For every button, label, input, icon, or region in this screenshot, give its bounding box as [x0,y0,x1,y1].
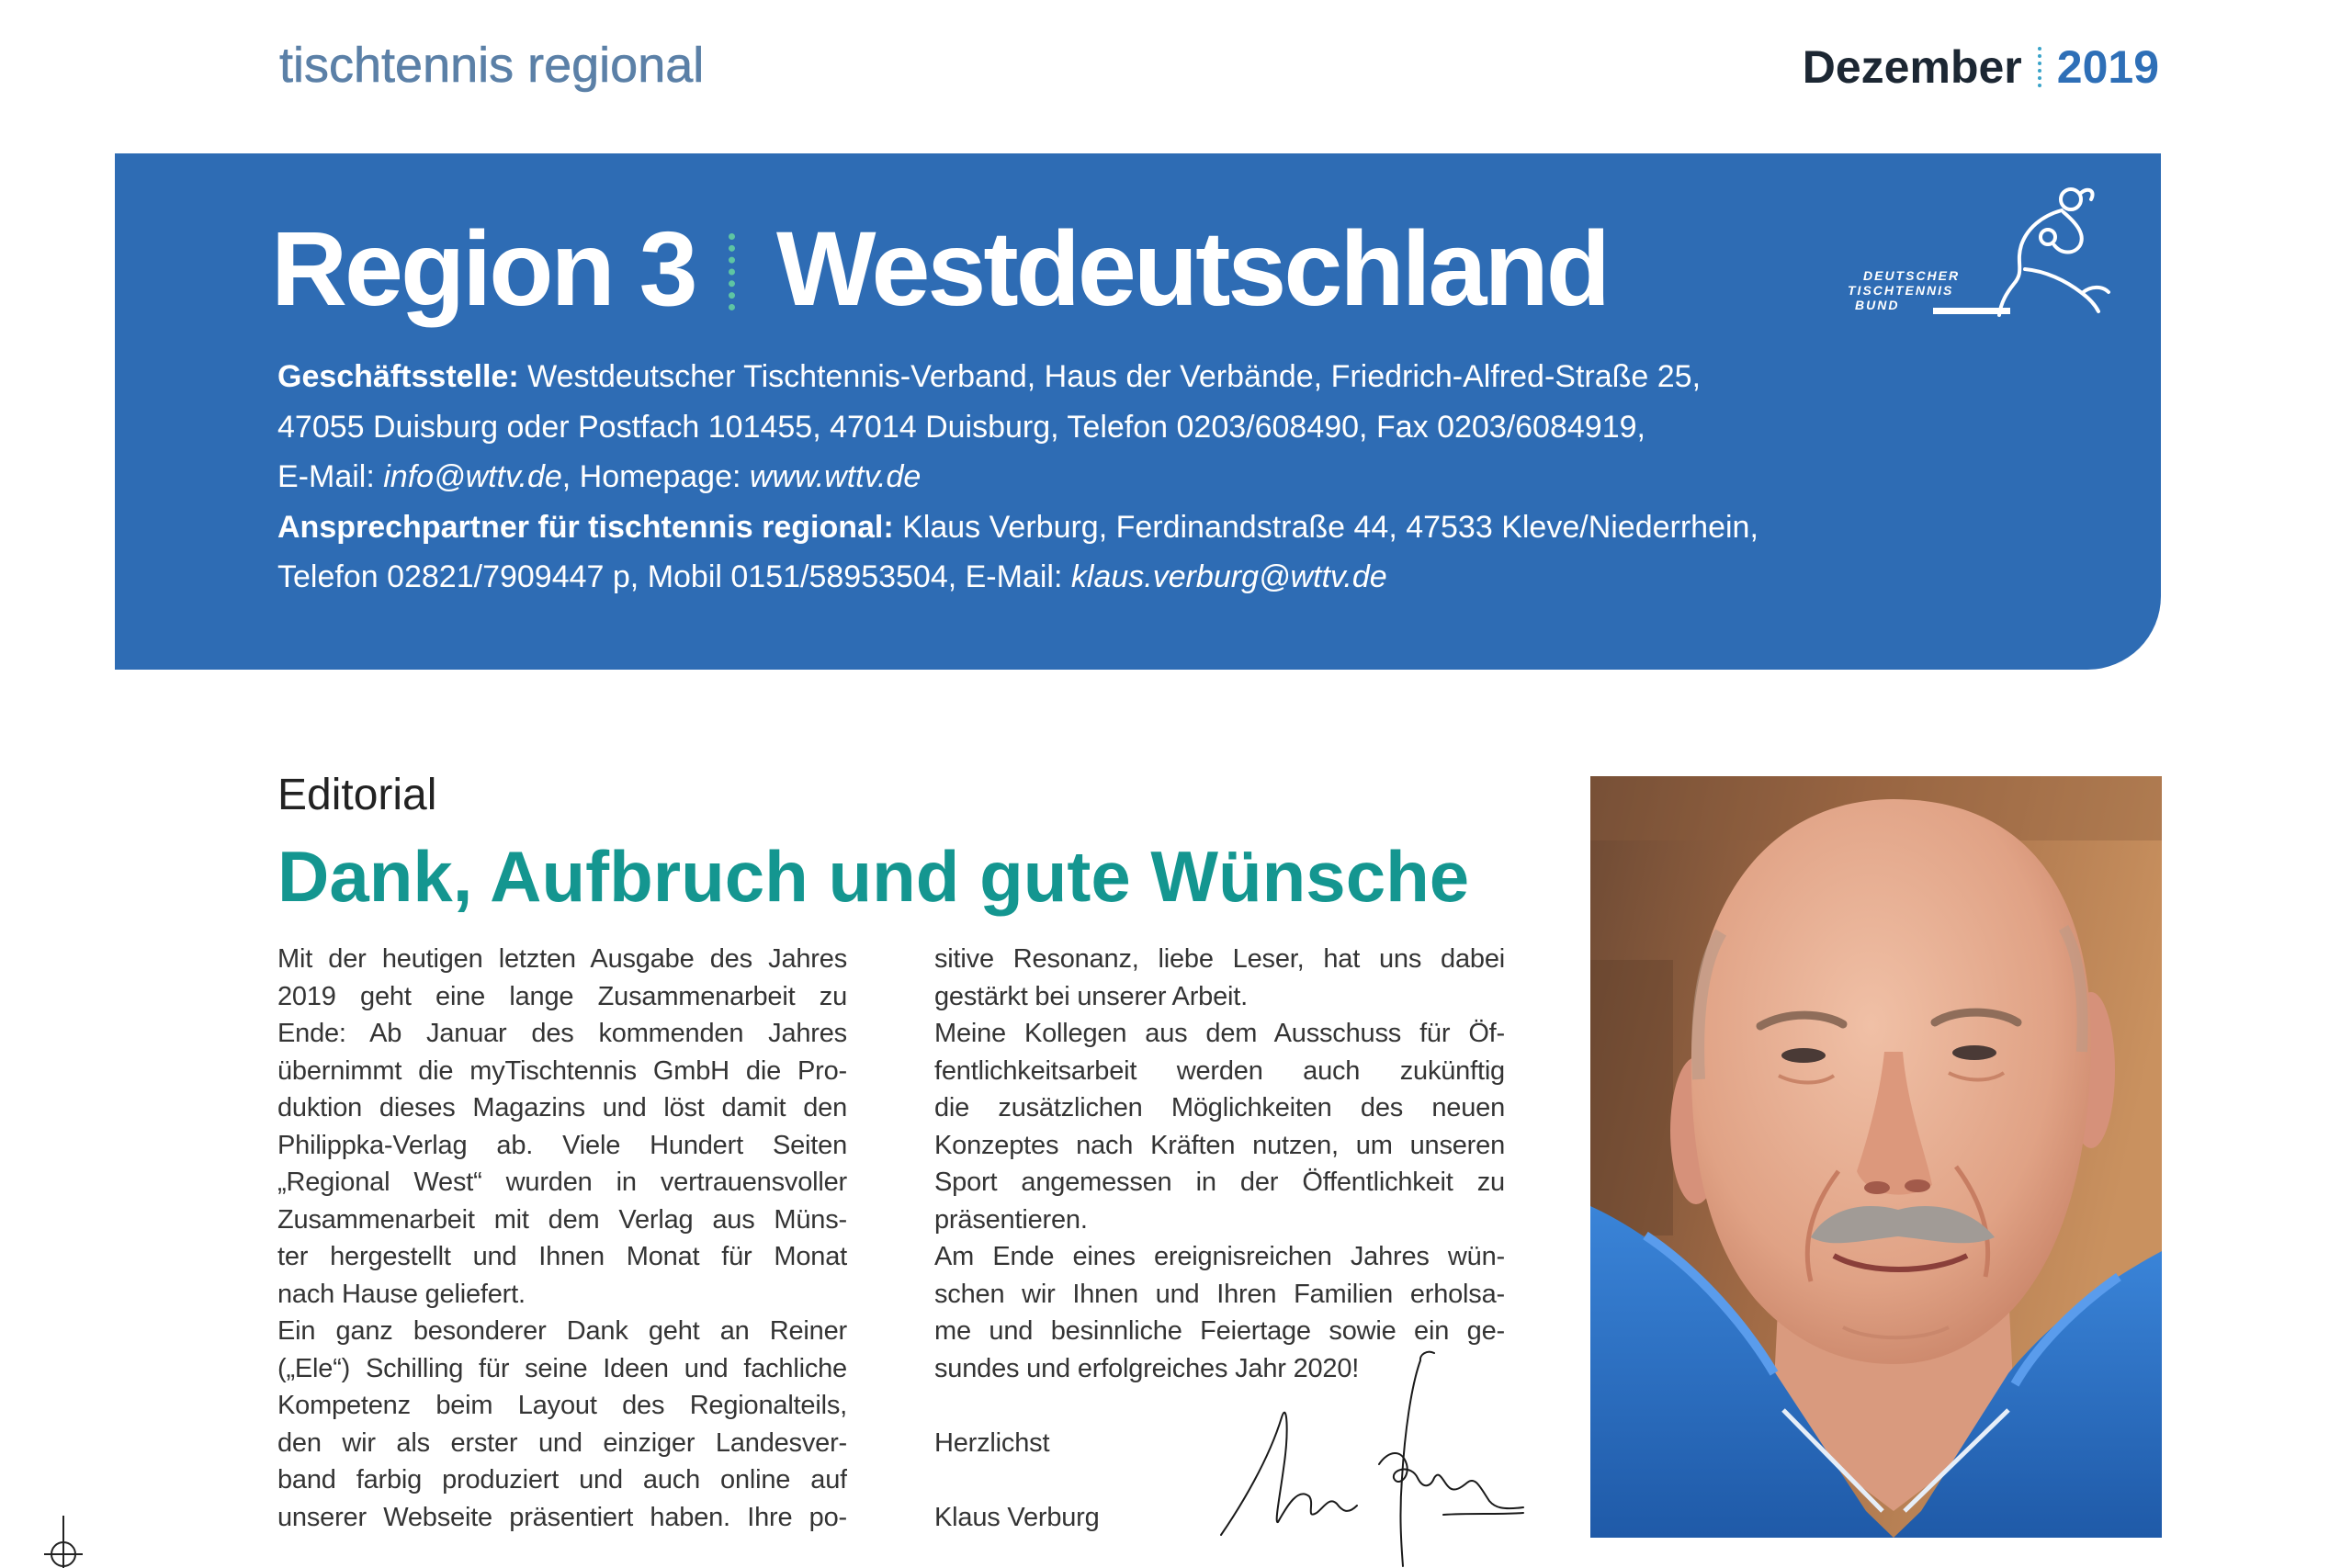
text-line: unserer Webseite präsentiert haben. Ihre po- [277,1502,847,1532]
text-line: präsentieren. [934,1204,1088,1235]
text-column-1 [277,941,847,1536]
text-line: sitive Resonanz, liebe Leser, hat uns dabei [934,944,1505,974]
publication-title: tischtennis regional [279,38,705,93]
text-line: gestärkt bei unserer Arbeit. [934,981,1248,1011]
text-line: „Regional West“ wurden in vertrauensvoller [277,1168,847,1197]
text-line: schen wir Ihnen und Ihren Familien erholsa- [934,1279,1505,1309]
text-line: band farbig produziert und auch online auf [277,1465,847,1495]
text-line: Am Ende eines ereignisreichen Jahres wün- [934,1242,1505,1271]
left-eye [1781,1048,1826,1063]
office-label: Geschäftsstelle: [277,359,519,394]
text-line: („Ele“) Schilling für seine Ideen und fachliche [277,1353,847,1383]
contact-person-line [277,502,1758,553]
contact-email-link[interactable]: klaus.verburg@wttv.de [1070,559,1387,594]
text-line: Konzeptes nach Kräften nutzen, um unseren [934,1130,1505,1160]
section-kicker: Editorial [277,771,437,819]
text-line: Ende: Ab Januar des kommenden Jahres [277,1019,847,1048]
text-line: den wir als erster und einziger Landesver- [277,1427,847,1458]
signature [1214,1349,1526,1568]
text-line: Philippka-Verlag ab. Viele Hundert Seiten [277,1130,847,1160]
text-line: duktion dieses Magazins und löst damit den [277,1093,847,1122]
contact-info [277,352,1758,603]
issue-month: Dezember [1802,41,2022,93]
contact-address: Klaus Verburg, Ferdinandstraße 44, 47533 Kleve/Niederrhein, [902,509,1758,545]
right-eye [1952,1045,1996,1060]
text-line: Sport angemessen in der Öffentlichkeit zu [934,1168,1505,1197]
text-line: ter hergestellt und Ihnen Monat für Monat [277,1242,847,1271]
office-address: Westdeutscher Tischtennis-Verband, Haus der Verbände, Friedrich-Alfred-Straße 25, [527,359,1702,394]
text-line: Kompetenz beim Layout des Regionalteils, [277,1391,847,1420]
table-bar [1933,308,2010,314]
text-line: nach Hause geliefert. [277,1279,526,1309]
title-separator [729,233,735,310]
table-tennis-player-icon [1999,189,2109,315]
author-photo [1590,776,2162,1538]
text-line: Meine Kollegen aus dem Ausschuss für Öf- [934,1019,1505,1048]
logo-text-line: TISCHTENNIS [1848,283,1954,298]
text-line: fentlichkeitsarbeit werden auch zukünftig [934,1055,1505,1086]
text-line: me und besinnliche Feiertage sowie ein ge- [934,1316,1505,1346]
homepage-label: , Homepage: [561,459,741,494]
office-phone-line: 47055 Duisburg oder Postfach 101455, 47014 Duisburg, Telefon 0203/608490, Fax 0203/6084919, [277,409,1645,445]
office-email-link[interactable]: info@wttv.de [383,459,562,494]
issue-date [1802,41,2159,93]
text-line: übernimmt die myTischtennis GmbH die Pro- [277,1055,847,1086]
contact-label: Ansprechpartner für tischtennis regional: [277,509,894,545]
text-line: Mit der heutigen letzten Ausgabe des Jahres [277,944,847,974]
contact-phone: Telefon 02821/7909447 p, Mobil 0151/58953504, E-Mail: [277,559,1063,594]
email-label: E-Mail: [277,459,375,494]
dttb-logo [1845,181,2111,321]
contact-phone-line [277,552,1758,603]
text-line: sundes und erfolgreiches Jahr 2020! [934,1353,1360,1383]
region-name: Westdeutschland [776,210,1608,328]
crosshair-icon[interactable] [37,1516,90,1568]
office-address-line [277,352,1758,402]
closing-greeting: Herzlichst [934,1427,1050,1458]
text-column-2 [934,941,1505,1387]
logo-text-line: BUND [1855,298,1900,312]
text-line: die zusätzlichen Möglichkeiten des neuen [934,1093,1505,1122]
logo-text-line: DEUTSCHER [1863,268,1961,283]
author-name: Klaus Verburg [934,1502,1100,1532]
text-line: 2019 geht eine lange Zusammenarbeit zu [277,981,847,1011]
date-separator [2038,47,2041,87]
issue-year: 2019 [2056,41,2159,93]
article-headline: Dank, Aufbruch und gute Wünsche [277,836,1470,917]
office-web-line [277,452,1758,502]
region-banner [115,153,2161,670]
homepage-link[interactable]: www.wttv.de [749,459,922,494]
text-line: Zusammenarbeit mit dem Verlag aus Müns- [277,1204,847,1235]
region-number: Region 3 [271,210,695,328]
text-line: Ein ganz besonderer Dank geht an Reiner [277,1316,847,1346]
